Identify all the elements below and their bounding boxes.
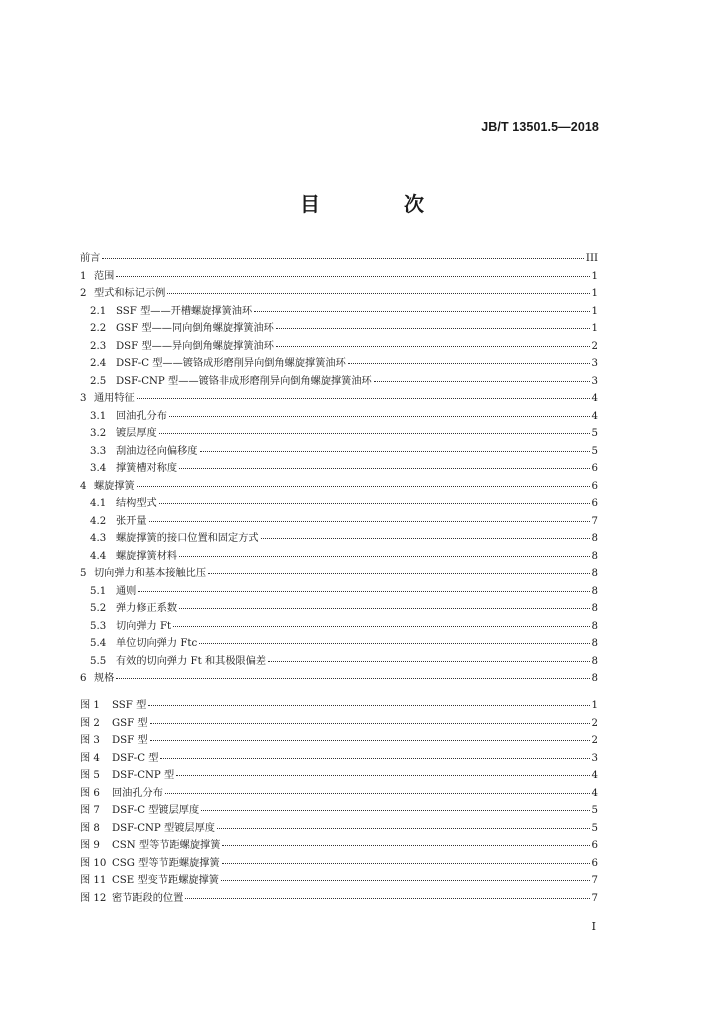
entry-page-number: 8 — [591, 568, 598, 579]
entry-title: CSG 型等节距螺旋撑簧 — [112, 857, 220, 869]
entry-number: 图 8 — [80, 822, 100, 834]
entry-page-number: 7 — [591, 515, 598, 527]
entry-title: 螺旋撑簧材料 — [116, 550, 178, 562]
entry-page-number: 8 — [591, 673, 598, 684]
entry-number: 2.3 — [90, 340, 107, 352]
entry-title: 密节距段的位置 — [112, 892, 184, 904]
dot-leader — [159, 493, 590, 504]
dot-leader — [268, 651, 589, 662]
dot-leader — [160, 748, 589, 759]
dot-leader — [208, 563, 589, 574]
dot-leader — [179, 598, 589, 609]
entry-number: 5.1 — [90, 585, 107, 597]
entry-title: DSF-CNP 型镀层厚度 — [112, 822, 215, 834]
dot-leader — [276, 336, 590, 347]
entry-page-number: 8 — [591, 533, 598, 544]
dot-leader — [150, 713, 590, 724]
entry-page-number: 4 — [591, 393, 598, 404]
entry-number: 5.4 — [90, 638, 107, 649]
entry-title: CSN 型等节距螺旋撑簧 — [112, 840, 221, 851]
entry-title: 回油孔分布 — [112, 787, 163, 799]
entry-number: 图 5 — [80, 770, 100, 781]
entry-page-number: 4 — [591, 787, 598, 799]
entry-number: 2.1 — [90, 305, 107, 317]
entry-title: 有效的切向弹力 Ft 和其极限偏差 — [116, 655, 267, 667]
entry-title: DSF-CNP 型 — [112, 770, 175, 781]
entry-number: 图 1 — [80, 700, 100, 711]
entry-number: 4.3 — [90, 533, 107, 544]
entry-page-number: 4 — [591, 410, 598, 422]
entry-number: 5.2 — [90, 603, 107, 614]
entry-title: DSF-C 型 — [112, 752, 159, 764]
entry-number: 4.4 — [90, 550, 107, 562]
dot-leader — [173, 616, 589, 627]
entry-page-number: 3 — [591, 375, 598, 387]
dot-leader — [176, 765, 589, 776]
standard-number: JB/T 13501.5—2018 — [481, 120, 599, 134]
entry-number: 图 11 — [80, 875, 107, 886]
entry-title: DSF-C 型——镀铬成形磨削异向倒角螺旋撑簧油环 — [116, 358, 346, 369]
entry-page-number: 5 — [591, 805, 598, 816]
entry-number: 图 10 — [80, 857, 107, 869]
entry-title: 规格 — [94, 673, 115, 684]
entry-number: 3.1 — [90, 410, 107, 422]
dot-leader — [222, 853, 590, 864]
entry-title: 通则 — [116, 585, 137, 597]
entry-number: 1 — [80, 270, 87, 282]
entry-title: 螺旋撑簧的接口位置和固定方式 — [116, 533, 259, 544]
entry-title: 撑簧槽对称度 — [116, 463, 178, 474]
entry-page-number: 8 — [591, 585, 598, 597]
entry-title: GSF 型——同向倒角螺旋撑簧油环 — [116, 323, 274, 334]
entry-page-number: 8 — [591, 603, 598, 614]
entry-title: 单位切向弹力 Ftc — [116, 638, 198, 649]
dot-leader — [261, 528, 590, 539]
dot-leader — [150, 730, 590, 741]
table-of-contents — [80, 250, 598, 688]
entry-page-number: 6 — [591, 840, 598, 851]
entry-title: 通用特征 — [94, 393, 135, 404]
entry-number: 图 9 — [80, 840, 100, 851]
entry-number: 图 3 — [80, 735, 100, 746]
dot-leader — [254, 301, 589, 312]
entry-title: 切向弹力 Ft — [116, 620, 172, 632]
entry-number: 4.2 — [90, 515, 107, 527]
entry-number: 5.5 — [90, 655, 107, 667]
entry-title: DSF-C 型镀层厚度 — [112, 805, 200, 816]
figure-entry[interactable] — [80, 890, 598, 908]
entry-number: 2 — [80, 288, 87, 299]
entry-page-number: 2 — [591, 340, 598, 352]
entry-number: 2.4 — [90, 358, 107, 369]
page-number: I — [591, 920, 596, 933]
entry-page-number: III — [585, 253, 598, 264]
entry-page-number: 8 — [591, 550, 598, 562]
entry-number: 图 7 — [80, 805, 100, 816]
entry-page-number: 5 — [591, 822, 598, 834]
entry-title: 镀层厚度 — [116, 428, 157, 439]
entry-number: 4 — [80, 480, 87, 492]
entry-title: 螺旋撑簧 — [94, 480, 135, 492]
entry-title: 结构型式 — [116, 498, 157, 509]
dot-leader — [137, 388, 590, 399]
entry-page-number: 8 — [591, 620, 598, 632]
dot-leader — [149, 511, 590, 522]
entry-number: 图 4 — [80, 752, 100, 764]
entry-page-number: 3 — [591, 358, 598, 369]
entry-number: 图 2 — [80, 717, 100, 729]
entry-title: 张开量 — [116, 515, 147, 527]
entry-number: 5.3 — [90, 620, 107, 632]
entry-number: 图 6 — [80, 787, 100, 799]
dot-leader — [201, 800, 589, 811]
entry-number: 6 — [80, 673, 87, 684]
page-title: 目 次 — [300, 192, 456, 216]
entry-page-number: 1 — [591, 270, 598, 282]
entry-page-number: 1 — [591, 700, 598, 711]
dot-leader — [116, 266, 589, 277]
entry-title: DSF 型——异向倒角螺旋撑簧油环 — [116, 340, 274, 352]
entry-number: 3.2 — [90, 428, 107, 439]
dot-leader — [199, 633, 589, 644]
entry-number: 4.1 — [90, 498, 107, 509]
entry-title: DSF 型 — [112, 735, 148, 746]
entry-page-number: 8 — [591, 638, 598, 649]
dot-leader — [276, 318, 590, 329]
dot-leader — [165, 783, 590, 794]
entry-page-number: 2 — [591, 735, 598, 746]
entry-page-number: 3 — [591, 752, 598, 764]
entry-number: 3 — [80, 393, 87, 404]
entry-title: GSF 型 — [112, 717, 148, 729]
dot-leader — [102, 248, 584, 259]
dot-leader — [217, 818, 590, 829]
list-of-figures — [80, 697, 598, 907]
entry-number: 5 — [80, 568, 87, 579]
entry-page-number: 6 — [591, 480, 598, 492]
entry-page-number: 6 — [591, 463, 598, 474]
entry-page-number: 1 — [591, 305, 598, 317]
dot-leader — [200, 441, 590, 452]
entry-title: 范围 — [94, 270, 115, 282]
entry-number: 3.3 — [90, 445, 107, 457]
dot-leader — [374, 371, 590, 382]
entry-number: 2.2 — [90, 323, 107, 334]
entry-title: SSF 型——开槽螺旋撑簧油环 — [116, 305, 253, 317]
entry-title: SSF 型 — [112, 700, 147, 711]
dot-leader — [222, 835, 589, 846]
entry-number: 图 12 — [80, 892, 107, 904]
entry-number: 3.4 — [90, 463, 107, 474]
entry-title: 型式和标记示例 — [94, 288, 166, 299]
dot-leader — [179, 458, 589, 469]
entry-title: DSF-CNP 型——镀铬非成形磨削异向倒角螺旋撑簧油环 — [116, 375, 372, 387]
dot-leader — [169, 406, 590, 417]
toc-entry[interactable] — [80, 670, 598, 688]
entry-page-number: 1 — [591, 323, 598, 334]
entry-page-number: 6 — [591, 857, 598, 869]
entry-title: 刮油边径向偏移度 — [116, 445, 198, 457]
entry-page-number: 7 — [591, 892, 598, 904]
entry-page-number: 7 — [591, 875, 598, 886]
entry-number: 前言 — [80, 253, 101, 264]
entry-page-number: 2 — [591, 717, 598, 729]
entry-page-number: 8 — [591, 655, 598, 667]
dot-leader — [137, 476, 590, 487]
entry-title: CSE 型变节距螺旋撑簧 — [112, 875, 219, 886]
dot-leader — [348, 353, 590, 364]
dot-leader — [167, 283, 589, 294]
dot-leader — [116, 668, 589, 679]
entry-number: 2.5 — [90, 375, 107, 387]
entry-page-number: 5 — [591, 445, 598, 457]
dot-leader — [179, 546, 589, 557]
entry-title: 弹力修正系数 — [116, 603, 178, 614]
dot-leader — [185, 888, 589, 899]
entry-title: 回油孔分布 — [116, 410, 167, 422]
entry-page-number: 6 — [591, 498, 598, 509]
dot-leader — [148, 695, 589, 706]
dot-leader — [138, 581, 589, 592]
entry-page-number: 4 — [591, 770, 598, 781]
dot-leader — [221, 870, 590, 881]
entry-title: 切向弹力和基本接触比压 — [94, 568, 207, 579]
entry-page-number: 1 — [591, 288, 598, 299]
dot-leader — [159, 423, 590, 434]
entry-page-number: 5 — [591, 428, 598, 439]
